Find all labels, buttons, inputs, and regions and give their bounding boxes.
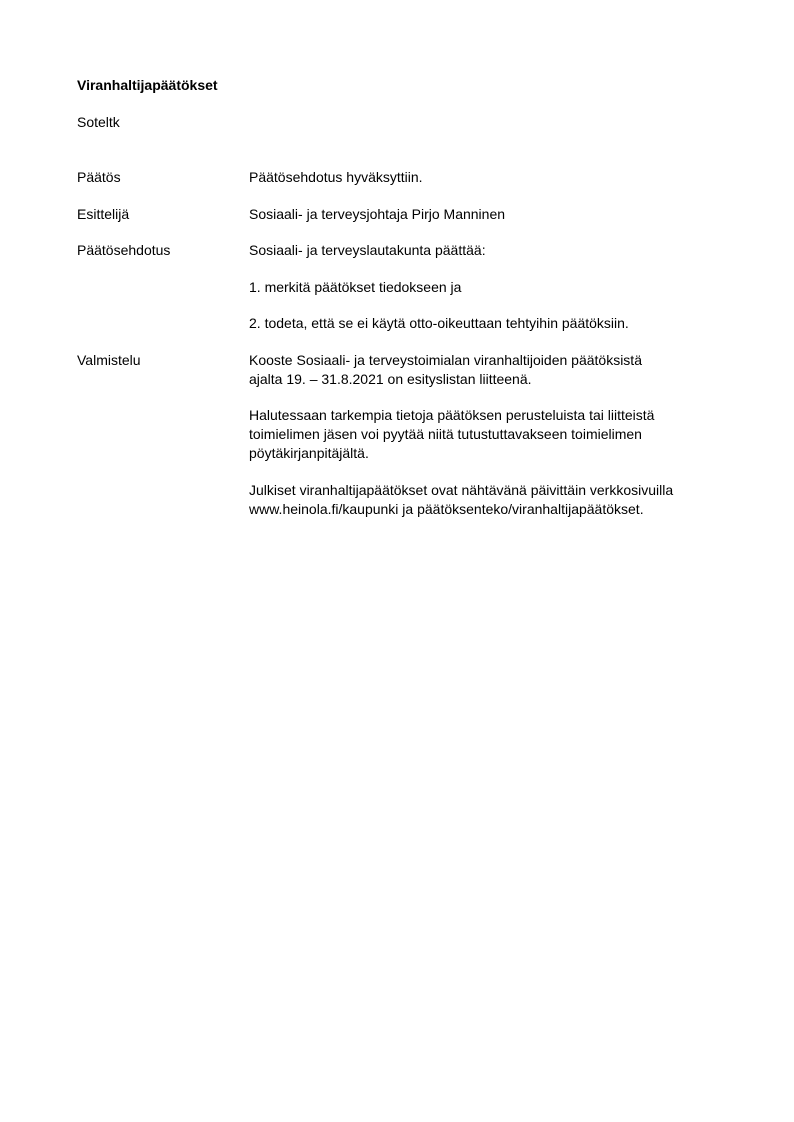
decision-value: Päätösehdotus hyväksyttiin.	[249, 169, 423, 185]
preparation-line: pöytäkirjanpitäjältä.	[249, 445, 369, 461]
preparation-row	[77, 351, 757, 521]
document-subtitle: Soteltk	[77, 114, 120, 130]
preparation-paragraph-1	[249, 351, 759, 389]
document-title: Viranhaltijapäätökset	[77, 77, 218, 93]
preparation-paragraph-3	[249, 481, 759, 519]
preparation-line: Kooste Sosiaali- ja terveystoimialan viranhaltijoiden päätöksistä	[249, 352, 642, 368]
proposal-label: Päätösehdotus	[77, 242, 171, 258]
preparation-line: Julkiset viranhaltijapäätökset ovat nähtävänä päivittäin verkkosivuilla	[249, 482, 674, 498]
proposal-intro: Sosiaali- ja terveyslautakunta päättää:	[249, 242, 486, 258]
preparation-line: Halutessaan tarkempia tietoja päätöksen perusteluista tai liitteistä	[249, 407, 655, 423]
preparation-line: toimielimen jäsen voi pyytää niitä tutustuttavakseen toimielimen	[249, 426, 642, 442]
preparation-label: Valmistelu	[77, 352, 141, 368]
presenter-label: Esittelijä	[77, 206, 130, 222]
preparation-line: www.heinola.fi/kaupunki ja päätöksenteko/viranhaltijapäätökset.	[249, 501, 644, 517]
preparation-line: ajalta 19. – 31.8.2021 on esityslistan liitteenä.	[249, 371, 532, 387]
decision-label: Päätös	[77, 169, 121, 185]
proposal-item-2: 2. todeta, että se ei käytä otto-oikeuttaan tehtyihin päätöksiin.	[249, 315, 629, 331]
preparation-paragraph-2	[249, 406, 759, 463]
presenter-value: Sosiaali- ja terveysjohtaja Pirjo Manninen	[249, 206, 506, 222]
proposal-item-1: 1. merkitä päätökset tiedokseen ja	[249, 279, 462, 295]
